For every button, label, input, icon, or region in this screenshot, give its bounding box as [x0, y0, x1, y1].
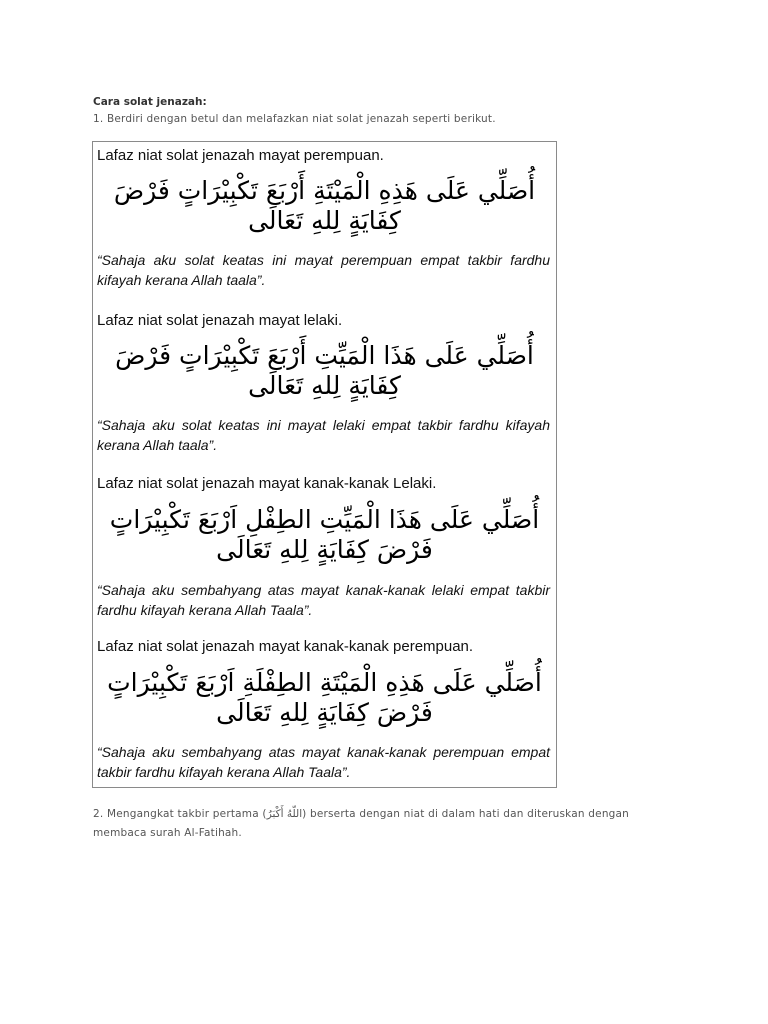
niat-arabic-mayat-perempuan: أُصَلِّي عَلَى هَذِهِ الْمَيْتَةِ أَرْبَعَ تَكْبِيْرَاتٍ فَرْضَ كِفَايَةٍ لِلهِ تَعَالَى — [113, 176, 536, 235]
niat-title-mayat-lelaki: Lafaz niat solat jenazah mayat lelaki. — [97, 312, 343, 329]
step-1-text: 1. Berdiri dengan betul dan melafazkan niat solat jenazah seperti berikut. — [93, 113, 496, 125]
niat-title-kanak-perempuan: Lafaz niat solat jenazah mayat kanak-kanak perempuan. — [97, 638, 474, 655]
niat-arabic-kanak-perempuan: أُصَلِّي عَلَى هَذِهِ الْمَيْتَةِ الطِفْلَةِ اَرْبَعَ تَكْبِيْرَاتٍ فَرْضَ كِفَايَةٍ لِلهِ تَعَالَى — [107, 668, 542, 727]
niat-translation-kanak-lelaki: “Sahaja aku sembahyang atas mayat kanak-kanak lelaki empat takbir fardhu kifayah kerana Allah Taala”. — [97, 582, 550, 618]
niat-arabic-kanak-lelaki: أُصَلِّي عَلَى هَذَا الْمَيِّتِ الطِفْلِ اَرْبَعَ تَكْبِيْرَاتٍ فَرْضَ كِفَايَةٍ لِلهِ تَعَالَى — [109, 505, 540, 564]
niat-title-kanak-lelaki: Lafaz niat solat jenazah mayat kanak-kanak Lelaki. — [97, 475, 437, 492]
niat-translation-mayat-lelaki: “Sahaja aku solat keatas ini mayat lelaki empat takbir fardhu kifayah kerana Allah taala”. — [97, 417, 550, 453]
niat-image-box — [92, 141, 557, 788]
niat-title-mayat-perempuan: Lafaz niat solat jenazah mayat perempuan. — [97, 147, 384, 164]
step-2-text: 2. Mengangkat takbir pertama (اللّهُ أَكْبَرُ) berserta dengan niat di dalam hati dan diteruskan dengan membaca surah Al-Fatihah. — [93, 808, 630, 839]
page-heading: Cara solat jenazah: — [93, 96, 207, 108]
niat-translation-kanak-perempuan: “Sahaja aku sembahyang atas mayat kanak-kanak perempuan empat takbir fardhu kifayah kerana Allah Taala”. — [97, 744, 550, 780]
niat-translation-mayat-perempuan: “Sahaja aku solat keatas ini mayat perempuan empat takbir fardhu kifayah kerana Allah taala”. — [97, 252, 550, 288]
niat-arabic-mayat-lelaki: أُصَلِّي عَلَى هَذَا الْمَيِّتِ أَرْبَعَ تَكْبِيْرَاتٍ فَرْضَ كِفَايَةٍ لِلهِ تَعَالَى — [115, 341, 534, 400]
